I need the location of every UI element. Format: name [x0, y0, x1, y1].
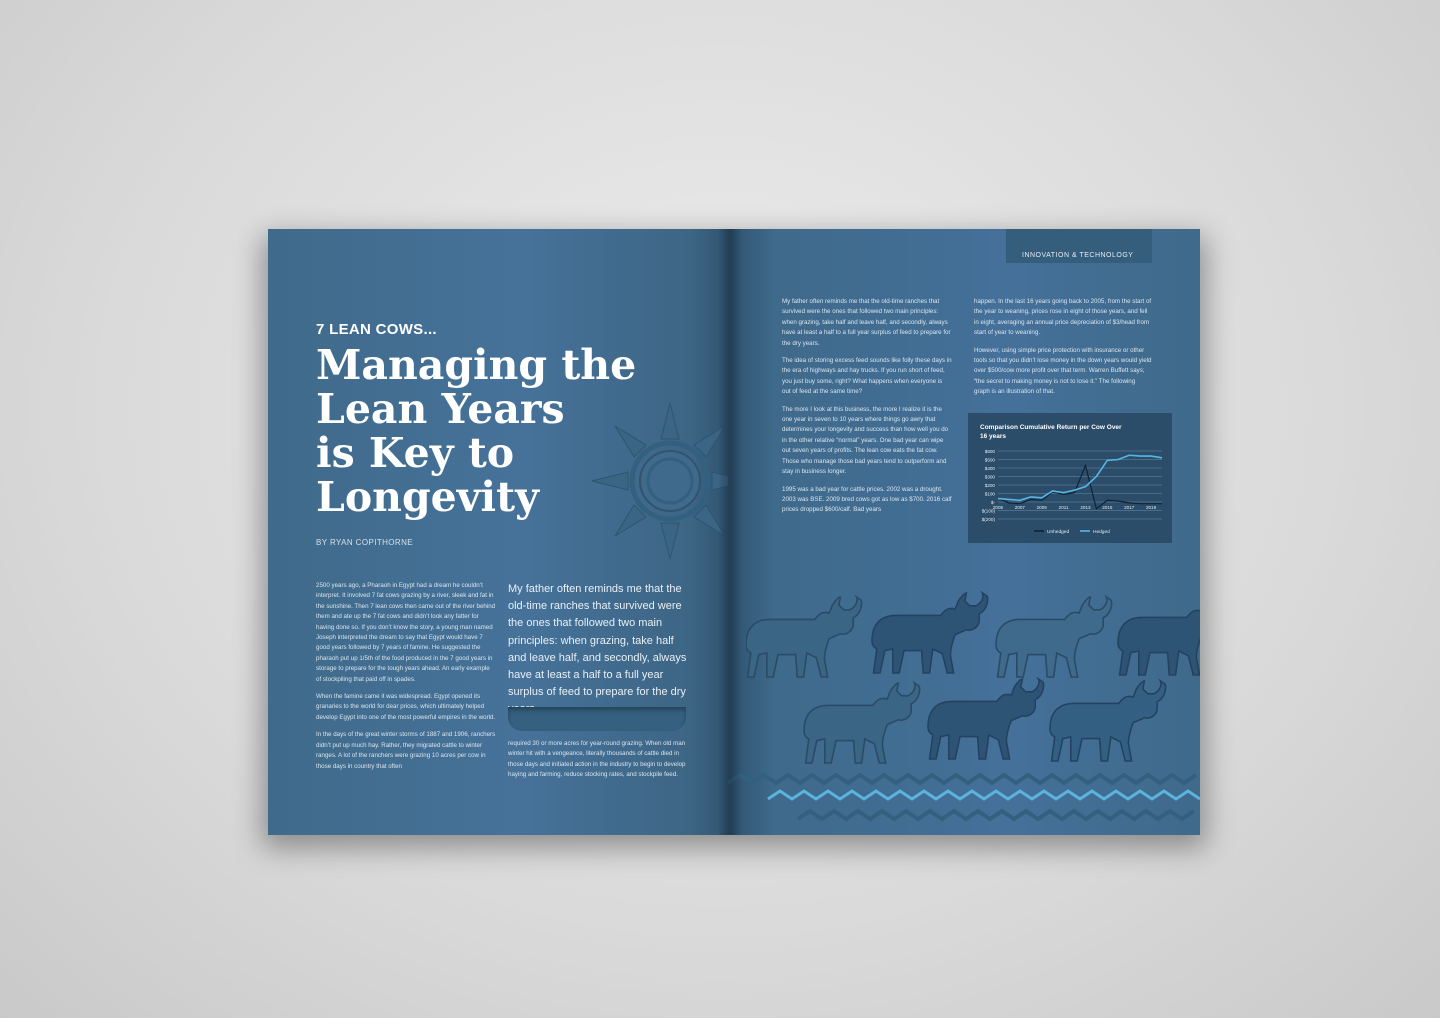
article-kicker: 7 LEAN COWS...: [316, 321, 437, 338]
y-tick-label: $200: [984, 483, 995, 488]
cattle-illustration: [746, 579, 1200, 769]
paragraph: required 30 or more acres for year-round grazing. When old man winter hit with a vengeance, literally thousands of cattle died in those days and initiated action in the industry to begin to develop haying and farming, reduce stocking rates, and stockpile feed.: [508, 740, 686, 779]
title-line: Lean Years: [316, 385, 565, 433]
left-page: [268, 229, 728, 835]
y-tick-label: $100: [984, 491, 995, 497]
chart-title: Comparison Cumulative Return per Cow Over 16 years: [980, 424, 1122, 440]
section-tab: [1006, 229, 1152, 263]
title-line: is Key to: [316, 429, 515, 477]
legend-label: Unhedged: [1047, 530, 1070, 535]
bull-icon: [996, 597, 1112, 677]
y-tick-label: $500: [984, 457, 995, 463]
paragraph: happen. In the last 16 years going back to 2005, from the start of the year to weaning, prices rose in eight of those years, and fell in eight, averaging an annual price depreciation of $3/head from start of year to weaning.: [974, 298, 1152, 337]
paragraph: 1995 was a bad year for cattle prices. 2002 was a drought. 2003 was BSE. 2009 bred cows got as low as $700. 2016 calf prices dropped $600/calf. Bad years: [782, 485, 952, 514]
x-tick-label: 2009: [1036, 505, 1047, 510]
section-tab-label: INNOVATION & TECHNOLOGY: [1022, 252, 1134, 259]
wave-pattern: [728, 769, 1200, 835]
y-tick-label: $(200): [981, 517, 995, 522]
right-body-column-2: [974, 297, 1152, 405]
paragraph: 2500 years ago, a Pharaoh in Egypt had a dream he couldn’t interpret. It involved 7 fat cows grazing by a river, sleek and fat in the sunshine. Then 7 lean cows then came out of the river behind them and ate up the 7 fat cows and didn’t look any fatter for having done so. If you don’t know the story, a young man named Joseph interpreted the dream to say that Egypt would have 7 good years followed by 7 years of famine. He suggested the pharaoh put up 1/5th of the food produced in the 7 good years in storage to prepare for the tough years ahead. An early example of stockpiling that paid off in spades.: [316, 582, 496, 683]
pull-quote-bar: [508, 707, 686, 731]
x-tick-label: 2017: [1124, 505, 1135, 510]
bull-icon: [1050, 681, 1166, 761]
pull-quote: My father often reminds me that the old-time ranches that survived were the ones that followed two main principles: when grazing, take half and leave half, and secondly, always have at least a half to a full year surplus of feed to prepare for the dry: [508, 583, 687, 699]
x-tick-label: 2019: [1145, 505, 1157, 510]
bull-icon: [746, 597, 862, 677]
bull-icon: [804, 683, 920, 763]
x-tick-label: 2013: [1080, 505, 1091, 510]
y-tick-label: $400: [984, 466, 995, 471]
chart-panel: [968, 413, 1172, 543]
x-tick-label: 2015: [1102, 505, 1113, 510]
legend-label: Hedged: [1093, 530, 1110, 535]
y-tick-label: $600: [984, 449, 995, 454]
title-line: Managing the: [316, 341, 637, 389]
x-tick-label: 2011: [1058, 505, 1069, 510]
body-column-1: [316, 581, 496, 779]
y-tick-label: $-: [990, 500, 995, 505]
line-chart: [968, 413, 1172, 543]
bull-icon: [872, 593, 988, 673]
paragraph: In the days of the great winter storms of 1887 and 1906, ranchers didn’t put up much hay. Rather, they migrated cattle to winter ranges. A lot of the ranchers were grazing 10 acres per cow in those days in country that often: [316, 731, 496, 770]
bull-icon: [928, 679, 1044, 759]
x-tick-label: 2005: [992, 505, 1004, 510]
y-tick-label: $(100): [981, 508, 995, 514]
right-body-column-1: [782, 297, 952, 523]
paragraph: However, using simple price protection with insurance or other tools so that you didn’t lose money in the down years would yield over $500/cow more profit over that term. Warren Buffett says; “the secret to making money is not to lose it.” The following graph is an illustration of that.: [974, 346, 1152, 396]
paragraph: The idea of storing excess feed sounds like folly these days in the era of highways and hay trucks. If you run short of feed, you just buy some, right? What happens when everyone is out of feed at the same time?: [782, 357, 952, 396]
paragraph: When the famine came it was widespread. Egypt opened its granaries to the world for dear prices, which ultimately helped develop Egypt into one of the most powerful empires in the world.: [316, 693, 496, 721]
bull-icon: [1118, 595, 1200, 675]
magazine-spine: [718, 229, 742, 835]
body-column-2: [508, 739, 686, 788]
byline: BY RYAN COPITHORNE: [316, 538, 413, 547]
paragraph: The more I look at this business, the more I realize it is the one year in seven to 10 years where things go awry that determines your longevity and success than how well you do in the other relative “normal” years. One bad year can wipe out seven years of profits. The lean cow eats the fat cow. Those who manage those bad years tend to outperform and stay in business longer.: [782, 405, 949, 476]
right-page: [728, 229, 1200, 835]
title-line: Longevity: [316, 473, 539, 521]
x-tick-label: 2007: [1014, 505, 1025, 510]
y-tick-label: $300: [984, 474, 995, 480]
sun-emblem-icon: [590, 401, 728, 561]
paragraph: My father often reminds me that the old-time ranches that survived were the ones that followed two main principles: when grazing, take half and leave half, and secondly, always have at least a half to a full year surplus of feed to prepare for the dry years.: [782, 298, 951, 347]
